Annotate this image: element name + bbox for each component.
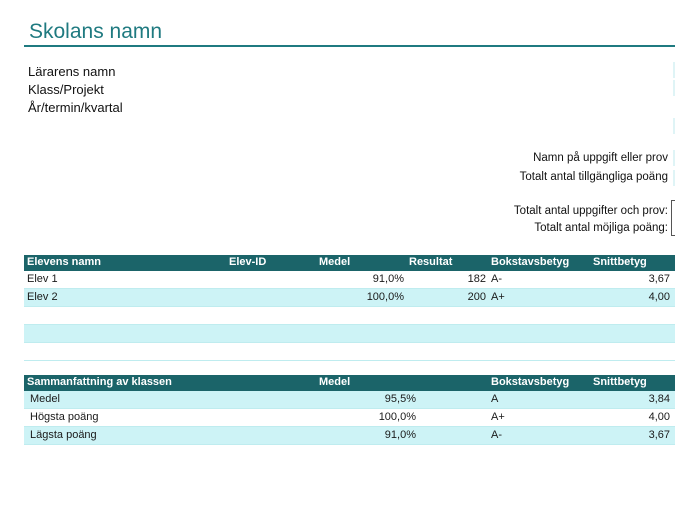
class-summary-table [24,375,675,445]
col-student-name[interactable]: Elevens namn [27,256,101,268]
summary-letter-cell[interactable]: A- [491,429,502,441]
summary-row-average[interactable] [24,391,675,409]
summary-letter-cell[interactable]: A [491,393,499,405]
result-cell[interactable]: 182 [467,273,486,285]
student-name-cell[interactable]: Elev 2 [27,291,58,303]
letter-grade-cell[interactable]: A- [491,273,502,285]
summary-letter-cell[interactable]: A+ [491,411,505,423]
col-summary-letter-grade[interactable]: Bokstavsbetyg [491,376,570,388]
average-cell[interactable]: 100,0% [366,291,404,303]
gpa-cell[interactable]: 4,00 [648,291,670,303]
letter-grade-cell[interactable]: A+ [491,291,505,303]
col-gpa[interactable]: Snittbetyg [593,256,647,268]
title-divider [24,45,675,47]
col-result[interactable]: Resultat [409,256,453,268]
student-name-cell[interactable]: Elev 1 [27,273,58,285]
col-average[interactable]: Medel [319,256,351,268]
school-name-title[interactable]: Skolans namn [29,20,163,43]
table-row[interactable] [24,343,675,361]
students-table [24,255,675,361]
summary-average-cell[interactable]: 100,0% [378,411,416,423]
summary-table-header [24,375,675,391]
table-row[interactable] [24,289,675,307]
assignment-name-label: Namn på uppgift eller prov [533,152,668,164]
total-possible-points-label: Totalt antal möjliga poäng: [534,222,668,234]
summary-row-highest[interactable] [24,409,675,427]
summary-label-cell[interactable]: Medel [30,393,60,405]
col-summary-title[interactable]: Sammanfattning av klassen [27,376,172,388]
term-field[interactable]: År/termin/kvartal [28,100,123,115]
summary-gpa-cell[interactable]: 4,00 [648,411,670,423]
summary-label-cell[interactable]: Lägsta poäng [30,429,97,441]
totals-value-cell[interactable] [671,200,675,236]
average-cell[interactable]: 91,0% [372,273,404,285]
gpa-cell[interactable]: 3,67 [648,273,670,285]
result-cell[interactable]: 200 [467,291,486,303]
summary-gpa-cell[interactable]: 3,84 [648,393,670,405]
col-letter-grade[interactable]: Bokstavsbetyg [491,256,570,268]
summary-average-cell[interactable]: 95,5% [384,393,416,405]
summary-average-cell[interactable]: 91,0% [384,429,416,441]
summary-label-cell[interactable]: Högsta poäng [30,411,99,423]
col-summary-gpa[interactable]: Snittbetyg [593,376,647,388]
col-summary-average[interactable]: Medel [319,376,351,388]
class-project-field[interactable]: Klass/Projekt [28,82,104,97]
table-row[interactable] [24,307,675,325]
table-row[interactable] [24,271,675,289]
available-points-label: Totalt antal tillgängliga poäng [519,171,668,183]
table-row[interactable] [24,325,675,343]
summary-row-lowest[interactable] [24,427,675,445]
col-student-id[interactable]: Elev-ID [229,256,267,268]
total-assignments-label: Totalt antal uppgifter och prov: [513,205,668,217]
students-table-header [24,255,675,271]
teacher-name-field[interactable]: Lärarens namn [28,64,116,79]
summary-gpa-cell[interactable]: 3,67 [648,429,670,441]
